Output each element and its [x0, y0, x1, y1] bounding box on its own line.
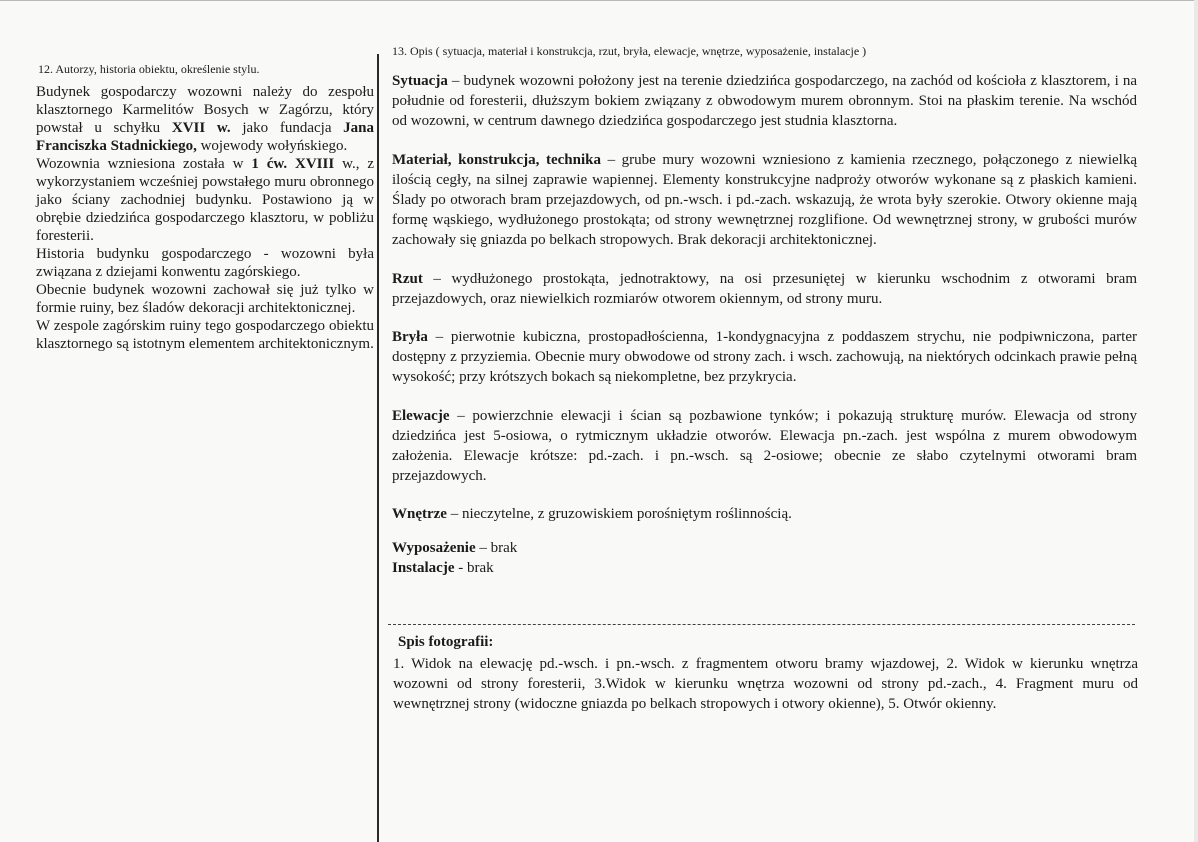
elewacje-paragraph [392, 406, 1137, 487]
sytuacja-label: Sytuacja [392, 73, 448, 89]
rzut-text: – wydłużonego prostokąta, jednotraktowy, na osi przesuniętej w kierunku wschodnim z otworami bram przejazdowych, oraz niewielkich rozmiarów otworem okiennym, od strony muru. [392, 270, 1137, 307]
history-paragraph-5: W zespole zagórskim ruiny tego gospodarczego obiektu klasztornego są istotnym elementem architektonicznym. [36, 318, 374, 352]
text-run: wojewody wołyńskiego. [196, 138, 348, 154]
rzut-label: Rzut [392, 270, 423, 287]
page-edge [1194, 0, 1198, 842]
century-text: XVII w. [171, 120, 231, 136]
material-label: Materiał, konstrukcja, technika [392, 151, 601, 168]
material-paragraph [392, 150, 1137, 251]
photo-list-title: Spis fotografii: [398, 634, 494, 650]
elewacje-text: – powierzchnie elewacji i ścian są pozbawione tynków; i pokazują strukturę murów. Elewacja od strony dziedzińca jest 5-osiowa, o rytmicznym układzie otworów. Elewacja pn.-zach. jest wspólna z murem obwodowym założenia. Elewacje krótsze: pd.-zach. i pn.-wsch. są 2-osiowe; obecnie ze słabo czytelnymi otworami bram przejazdowych. [392, 407, 1137, 485]
wnetrze-paragraph [392, 504, 1137, 524]
elewacje-label: Elewacje [392, 407, 450, 424]
top-border [0, 0, 1198, 1]
bryla-paragraph [392, 327, 1137, 388]
photo-list-section [393, 634, 1138, 715]
bryla-text: – pierwotnie kubiczna, prostopadłościenna, 1-kondygnacyjna z poddaszem strychu, nie podpiwniczona, parter dostępny z przyziemia. Obecnie mury obwodowe od strony zach. i wsch. zachowują, na niektórych odcinkach prawie pełną wysokość; przy krótszych bokach są niekompletne, bez przykrycia. [392, 329, 1137, 386]
wyposazenie-text: – brak [475, 539, 518, 556]
date-text: 1 ćw. XVIII [251, 156, 335, 172]
wyposazenie-label: Wyposażenie [392, 539, 476, 556]
section-13 [392, 44, 1137, 578]
wnetrze-text: – nieczytelne, z gruzowiskiem porośniętym roślinnością. [446, 506, 792, 523]
text-run: Wozownia wzniesiona została w [36, 156, 252, 172]
history-paragraph-4: Obecnie budynek wozowni zachował się już tylko w formie ruiny, bez śladów dekoracji architektonicznej. [36, 282, 374, 316]
rzut-paragraph [392, 269, 1137, 309]
sytuacja-paragraph [392, 71, 1137, 132]
history-paragraph-3: Historia budynku gospodarczego - wozowni była związana z dziejami konwentu zagórskiego. [36, 246, 374, 280]
history-paragraph-1 [36, 83, 374, 155]
founder-name: Jana Franciszka Stadnickiego, [36, 120, 374, 154]
history-paragraph-2 [36, 155, 374, 245]
text-run: jako fundacja [230, 120, 344, 136]
wnetrze-label: Wnętrze [392, 506, 447, 523]
section-13-title: 13. Opis ( sytuacja, materiał i konstrukcja, rzut, bryła, elewacje, wnętrze, wyposażenie, instalacje ) [392, 44, 867, 58]
sytuacja-text: – budynek wozowni położony jest na terenie dziedzińca gospodarczego, na zachód od kościoła z klasztorem, i na południe od foresterii, dłuższym bokiem związany z obwodowym murem obronnym. Stoi na płaskim terenie. Na wschód od wozowni, w centrum dawnego dziedzińca gospodarczego jest studnia klasztorna. [392, 73, 1137, 130]
instalacje-line [392, 558, 1137, 578]
text-run: w., z wykorzystaniem wcześniej powstałego muru obronnego jako ściany zachodniej budynku. Postawiono ją w obrębie dziedzińca gospodarczego klasztoru, w pobliżu foresterii. [36, 156, 374, 244]
instalacje-text: - brak [454, 559, 494, 576]
bryla-label: Bryła [392, 329, 428, 346]
instalacje-label: Instalacje [392, 559, 455, 576]
section-12-title: 12. Autorzy, historia obiektu, określenie stylu. [38, 62, 260, 76]
dashed-separator [388, 624, 1135, 625]
section-12 [36, 62, 374, 353]
material-text: – grube mury wozowni wzniesiono z kamienia rzecznego, połączonego z niewielką ilością cegły, na silnej zaprawie wapiennej. Elementy konstrukcyjne nadproży otworów wykonane są z płaskich kamieni. Ślady po otworach bram przejazdowych, od pn.-wsch. i pd.-zach. wskazują, że wrota były szerokie. Otwory okienne mają formę wąskiego, wydłużonego prostokąta; od strony wewnętrznej rozglifione. Od wewnętrznej strony, w grubości murów zachowały się gniazda po belkach stropowych. Brak dekoracji architektonicznej. [392, 151, 1137, 249]
column-divider [377, 54, 379, 842]
photo-list-text: 1. Widok na elewację pd.-wsch. i pn.-wsch. z fragmentem otworu bramy wjazdowej, 2. Widok w kierunku wnętrza wozowni od strony foresterii, 3.Widok w kierunku wnętrza wozowni od strony pd.-zach., 4. Fragment muru od wewnętrznej strony (widoczne gniazda po belkach stropowych i otwory okienne), 5. Otwór okienny. [393, 656, 1138, 713]
wyposazenie-line [392, 538, 1137, 558]
text-run: Budynek gospodarczy wozowni należy do zespołu klasztornego Karmelitów Bosych w Zagórzu, który powstał u schyłku [36, 84, 374, 136]
